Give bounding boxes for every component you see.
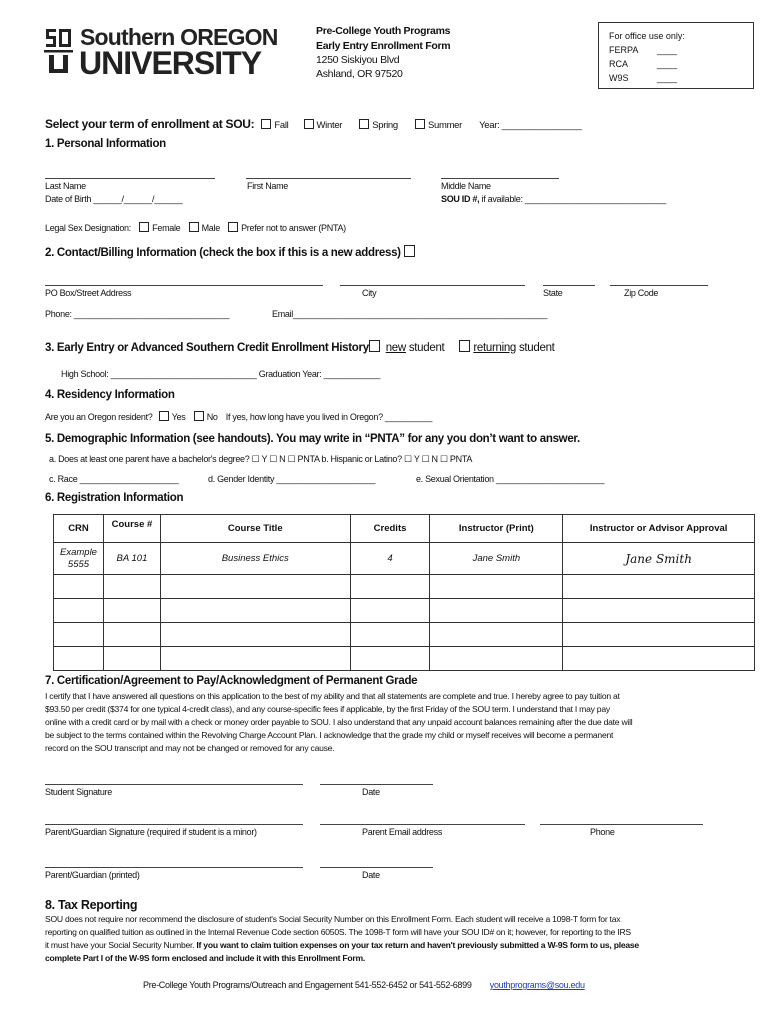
last-name-label: Last Name: [45, 181, 86, 191]
footer: [143, 980, 585, 990]
section-2-title: 2. Contact/Billing Information (check the box if this is a new address): [45, 245, 418, 259]
sex-designation-row: [45, 222, 346, 233]
office-use-box: [598, 22, 754, 89]
returning-student-label: returning: [473, 342, 517, 354]
example-credits: 4: [350, 543, 430, 575]
section-1-title: 1. Personal Information: [45, 138, 166, 150]
checkbox-icon[interactable]: [359, 119, 369, 129]
example-signature: Jane Smith: [563, 543, 755, 575]
term-winter-option[interactable]: Winter: [304, 120, 343, 131]
section-4-title: 4. Residency Information: [45, 389, 175, 401]
new-student-label: new: [385, 342, 406, 354]
term-spring-option[interactable]: Spring: [359, 120, 398, 131]
section-7-title: 7. Certification/Agreement to Pay/Acknowledgment of Permanent Grade: [45, 675, 418, 687]
term-fall-option[interactable]: Fall: [261, 120, 288, 131]
residency-duration-field[interactable]: If yes, how long have you lived in Oregon? __________: [225, 412, 433, 422]
residency-row: [45, 411, 432, 422]
table-row: [54, 623, 755, 647]
section-3-title: 3. Early Entry or Advanced Southern Credit Enrollment History new student returning student: [45, 342, 555, 354]
logo-university: UNIVERSITY: [79, 45, 262, 81]
term-label: Select your term of enrollment at SOU:: [45, 117, 255, 131]
new-address-checkbox[interactable]: [404, 245, 415, 257]
high-school-field[interactable]: High School: _______________________________ Graduation Year: ____________: [61, 369, 381, 379]
section-5-title: 5. Demographic Information (see handouts). You may write in “PNTA” for any you don’t want to answer.: [45, 433, 580, 445]
parent-date-label: Date: [362, 870, 380, 880]
example-crn: Example 5555: [54, 543, 104, 575]
table-row: [54, 575, 755, 599]
program-name: Pre-College Youth Programs: [316, 25, 451, 37]
office-w9s: W9S: [609, 73, 629, 83]
race-field[interactable]: c. Race _____________________: [49, 474, 179, 484]
office-use-title: For office use only:: [609, 31, 685, 41]
parent-email-label: Parent Email address: [362, 827, 443, 837]
office-ferpa-blank: ____: [657, 45, 678, 55]
demographic-parent-hispanic-row[interactable]: a. Does at least one parent have a bachelor's degree? ☐ Y ☐ N ☐ PNTA b. Hispanic or Latino? ☐ Y ☐ N ☐ PNTA: [49, 454, 473, 464]
tax-paragraph: SOU does not require nor recommend the disclosure of student's Social Security Number on this Enrollment Form. Each student will receive a 1098-T form for tax reporting on qualified tuition as outlined in the Internal Revenue Code section 6050S. The 1098-T form will have your SOU ID# on it; however, for reporting to the IRS it must have your Social Security Number. If you want to claim tuition expenses on your tax return and haven't previously submitted a W-9S form to us, please complete Part I of the W-9S form enclosed and include it with this Enrollment Form.: [45, 914, 639, 963]
residency-yes-option[interactable]: Yes: [159, 412, 186, 422]
parent-signature-label: Parent/Guardian Signature (required if student is a minor): [45, 827, 257, 837]
checkbox-icon[interactable]: [261, 119, 271, 129]
term-row: [45, 117, 582, 131]
form-name: Early Entry Enrollment Form: [316, 40, 451, 52]
checkbox-icon[interactable]: [228, 222, 238, 232]
agreement-paragraph: I certify that I have answered all questions on this application to the best of my ability and that all statements are complete and true. I hereby agree to pay tuition at $93.50 per credit ($374 for one typical 4-credit class), and any course-specific fees if applicable, by the first Friday of the SOU term. I understand that I may pay online with a credit card or by mail with a check or money order payable to SOU. I also understand that any unpaid account balances remaining after the due date will be subject to the terms contained within the Revolving Charge Account Plan. I acknowledge that the grade my child or myself receives will become a permanent record on the SOU transcript and may not be changed or removed for any cause.: [45, 691, 633, 753]
example-course-number: BA 101: [103, 543, 160, 575]
header-crn: CRN: [54, 515, 104, 543]
header-course-number: Course #: [103, 515, 160, 543]
office-rca-blank: ____: [657, 59, 678, 69]
residency-question: Are you an Oregon resident?: [45, 412, 153, 422]
middle-name-label: Middle Name: [441, 181, 491, 191]
sou-logo-mark: [44, 26, 73, 76]
date-of-birth-field[interactable]: Date of Birth ______/______/______: [45, 194, 183, 204]
checkbox-icon[interactable]: [189, 222, 199, 232]
footer-email-link[interactable]: youthprograms@sou.edu: [489, 980, 585, 990]
header-approval: Instructor or Advisor Approval: [563, 515, 755, 543]
table-row: [54, 647, 755, 671]
checkbox-icon[interactable]: [159, 411, 169, 421]
email-field[interactable]: Email______________________________________________________: [272, 309, 548, 319]
registration-table: [53, 514, 755, 671]
sou-id-field[interactable]: SOU ID #, if available: ______________________________: [441, 194, 667, 204]
office-ferpa: FERPA: [609, 45, 639, 55]
city-label: City: [362, 288, 377, 298]
office-w9s-blank: ____: [657, 73, 678, 83]
sexual-orientation-field[interactable]: e. Sexual Orientation _______________________: [416, 474, 605, 484]
checkbox-icon[interactable]: [304, 119, 314, 129]
header-course-title: Course Title: [160, 515, 350, 543]
residency-no-option[interactable]: No: [194, 412, 218, 422]
checkbox-icon[interactable]: [415, 119, 425, 129]
term-summer-option[interactable]: Summer: [415, 120, 462, 131]
phone-field[interactable]: Phone: _________________________________: [45, 309, 230, 319]
state-label: State: [543, 288, 563, 298]
street-address-label: PO Box/Street Address: [45, 288, 132, 298]
sex-label: Legal Sex Designation:: [45, 223, 131, 233]
zip-label: Zip Code: [624, 288, 659, 298]
sex-male-option[interactable]: Male: [189, 223, 220, 233]
gender-identity-field[interactable]: d. Gender Identity _____________________: [208, 474, 376, 484]
example-course-title: Business Ethics: [160, 543, 350, 575]
example-instructor: Jane Smith: [430, 543, 563, 575]
section-8-title: 8. Tax Reporting: [45, 898, 138, 912]
logo-southern-oregon: Southern OREGON: [80, 24, 278, 50]
returning-student-checkbox[interactable]: [459, 340, 470, 352]
office-rca: RCA: [609, 59, 629, 69]
section-6-title: 6. Registration Information: [45, 492, 184, 504]
new-student-checkbox[interactable]: [369, 340, 380, 352]
sex-pnta-option[interactable]: Prefer not to answer (PNTA): [228, 223, 346, 233]
parent-printed-label: Parent/Guardian (printed): [45, 870, 140, 880]
table-row: [54, 543, 755, 575]
first-name-label: First Name: [247, 181, 289, 191]
student-signature-label: Student Signature: [45, 787, 112, 797]
footer-contact: Pre-College Youth Programs/Outreach and Engagement 541-552-6452 or 541-552-6899: [143, 980, 472, 990]
checkbox-icon[interactable]: [139, 222, 149, 232]
header-instructor: Instructor (Print): [430, 515, 563, 543]
address-line-2: Ashland, OR 97520: [316, 68, 403, 80]
sex-female-option[interactable]: Female: [139, 223, 180, 233]
address-line-1: 1250 Siskiyou Blvd: [316, 54, 400, 66]
student-date-label: Date: [362, 787, 380, 797]
checkbox-icon[interactable]: [194, 411, 204, 421]
header-credits: Credits: [350, 515, 430, 543]
table-row: [54, 599, 755, 623]
parent-phone-label: Phone: [590, 827, 615, 837]
term-year-field[interactable]: Year: ________________: [479, 120, 582, 131]
